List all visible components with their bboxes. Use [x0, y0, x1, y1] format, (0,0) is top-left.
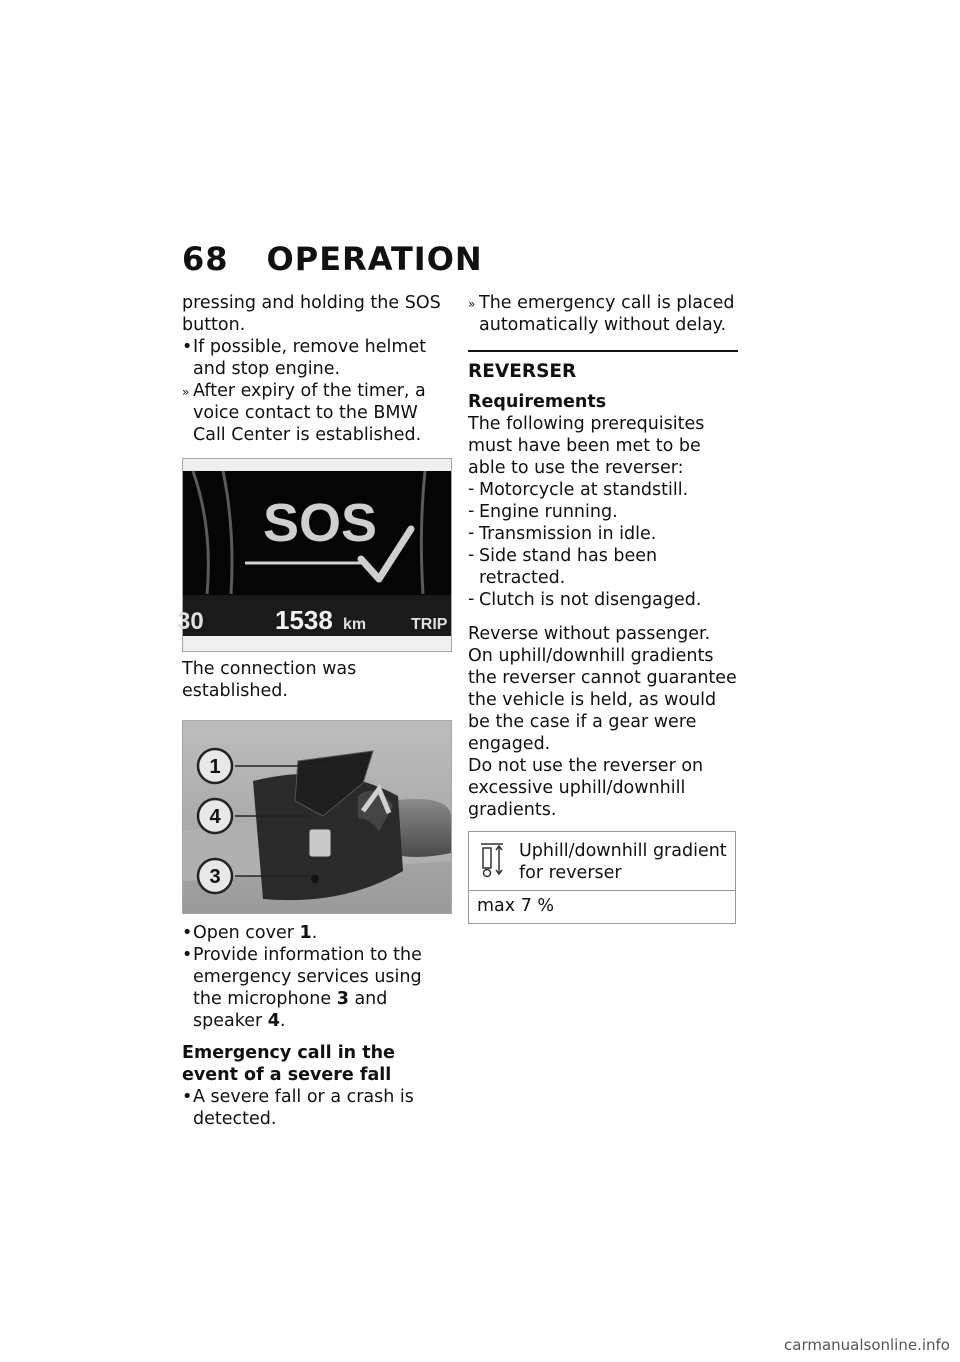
bullet-item — [182, 336, 452, 380]
result-item — [182, 380, 452, 446]
callout-3 — [198, 859, 232, 893]
list-item: - Transmission in idle. — [468, 523, 657, 544]
odometer-unit: km — [343, 616, 367, 633]
paragraph: Reverse without passenger. — [468, 624, 711, 644]
watermark: carmanualsonline.info — [784, 1336, 950, 1354]
conditions-list — [468, 479, 738, 611]
bullet-icon: • — [182, 945, 193, 965]
dash-icon: - — [468, 523, 475, 543]
bullet-item: • Provide information to the emergency services using the microphone 3 and speaker 4. — [182, 945, 422, 1031]
spec-label: Uphill/downhill gradient for reverser — [519, 841, 727, 883]
dash-icon: - — [468, 501, 475, 521]
reference-number: 4 — [267, 1011, 280, 1031]
sos-display-image — [177, 459, 451, 651]
paragraph: On uphill/downhill gradients the reverser cannot guarantee the vehicle is held, as would be the case if a gear were engaged. — [468, 646, 737, 754]
dash-icon: - — [468, 589, 475, 609]
sos-display-figure — [177, 458, 452, 652]
result-text: After expiry of the timer, a voice contact to the BMW Call Center is established. — [193, 381, 426, 445]
list-item: - Side stand has been retracted. — [468, 545, 658, 588]
handlebar-figure — [182, 720, 452, 914]
dash-icon: - — [468, 545, 475, 565]
bullet-text: and speaker — [193, 989, 388, 1031]
bullet-text: Provide information to the emergency services using the microphone — [193, 945, 422, 1009]
handlebar-image — [183, 721, 451, 913]
list-item: - Motorcycle at standstill. — [468, 479, 689, 500]
subheading: Requirements — [468, 392, 607, 412]
paragraph: pressing and holding the SOS button. — [182, 293, 441, 335]
bullet-icon: • — [182, 1087, 193, 1107]
reference-number: 3 — [336, 989, 349, 1009]
trip-label: TRIP — [411, 616, 448, 633]
sos-text: SOS — [263, 493, 378, 553]
reference-number: 1 — [299, 923, 312, 943]
subheading: Emergency call in the event of a severe fall — [182, 1043, 395, 1085]
gradient-gauge-icon — [479, 840, 505, 880]
spec-value: max 7 % — [477, 896, 555, 916]
list-item: - Engine running. — [468, 501, 618, 522]
dash-icon: - — [468, 479, 475, 499]
svg-text:1: 1 — [209, 756, 221, 778]
paragraph: Do not use the reverser on excessive uphill/downhill gradients. — [468, 756, 704, 820]
callout-1 — [198, 749, 232, 783]
svg-text:3: 3 — [209, 866, 221, 888]
result-item — [468, 292, 738, 336]
list-item: - Clutch is not disengaged. — [468, 589, 702, 610]
bullet-item: • Open cover 1. — [182, 923, 318, 943]
result-arrow-icon: » — [468, 297, 476, 311]
spec-header — [469, 832, 735, 891]
callout-4 — [198, 799, 232, 833]
paragraph: The following prerequisites must have been met to be able to use the reverser: — [468, 414, 705, 478]
bullet-text: If possible, remove helmet and stop engine. — [193, 337, 427, 379]
page-header — [182, 240, 483, 278]
bullet-icon: • — [182, 923, 193, 943]
bullet-text: A severe fall or a crash is detected. — [193, 1087, 414, 1129]
spec-table — [468, 831, 736, 924]
figure-caption: The connection was established. — [182, 659, 357, 701]
odometer-value: 1538 — [275, 605, 333, 635]
right-column — [468, 292, 738, 924]
bullet-text: Open cover — [193, 923, 294, 943]
left-column — [177, 292, 452, 1130]
bullet-item — [182, 1086, 452, 1130]
bullet-icon: • — [182, 337, 193, 357]
section-title: OPERATION — [266, 240, 483, 278]
svg-text:4: 4 — [209, 806, 221, 828]
result-text: The emergency call is placed automatically without delay. — [479, 293, 735, 335]
section-heading: REVERSER — [468, 350, 738, 383]
left-value: 30 — [177, 608, 204, 635]
page-number: 68 — [182, 240, 229, 278]
result-arrow-icon: » — [182, 385, 190, 399]
